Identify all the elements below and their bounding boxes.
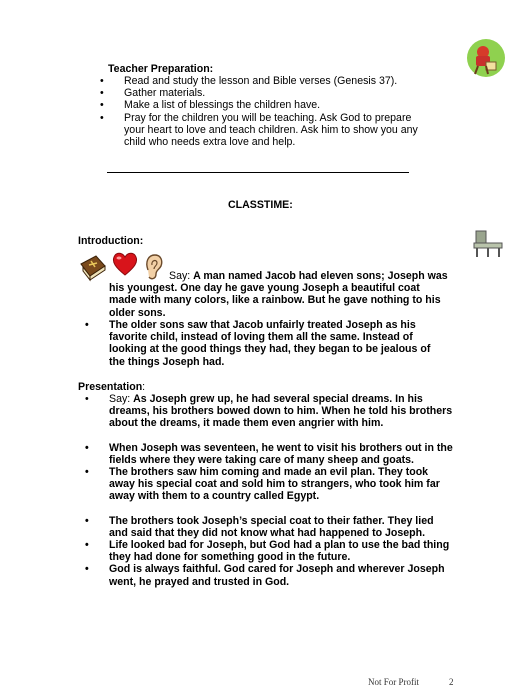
intro-list (85, 319, 449, 368)
classtime-heading: CLASSTIME: (228, 199, 293, 211)
presentation-list (85, 393, 454, 588)
classroom-desk-icon (472, 225, 506, 259)
intro-heading: Introduction: (78, 235, 144, 247)
bible-icon (78, 252, 108, 282)
list-item: • Say: As Joseph grew up, he had several special dreams. In his dreams, his brothers bowed down to him. When he told his brothers about the dreams, it made them even angrier with him. (85, 393, 453, 430)
list-item: • When Joseph was seventeen, he went to visit his brothers out in the fields where they were taking care of many sheep and goats. (85, 441, 453, 466)
list-item: • The brothers took Joseph’s special coat to their father. They lied and said that they did not know what had happened to Joseph. (85, 514, 434, 539)
page-number: 2 (449, 677, 454, 687)
list-item: • The brothers saw him coming and made an evil plan. They took away his special coat and sold him to strangers, who took him far away with them to a country called Egypt. (85, 466, 440, 503)
list-item: • Gather materials. (100, 87, 206, 100)
presentation-heading: Presentation: (78, 381, 146, 393)
list-item: • Life looked bad for Joseph, but God had a plan to use the bad thing they had done for something good in the future. (85, 539, 450, 564)
list-item: • Read and study the lesson and Bible verses (Genesis 37). (100, 75, 398, 87)
intro-say (109, 270, 449, 319)
footer-text: Not For Profit (368, 677, 420, 687)
divider (107, 172, 409, 173)
list-item: • God is always faithful. God cared for Joseph and wherever Joseph went, he prayed and trusted in God. (85, 563, 445, 588)
teacher-clipart-icon (466, 38, 506, 78)
list-item: • Make a list of blessings the children have. (100, 99, 321, 112)
prep-heading: Teacher Preparation: (108, 63, 214, 75)
say-label: Say: (169, 270, 191, 282)
list-item: • The older sons saw that Jacob unfairly treated Joseph as his favorite child, instead of loving them all the same. Instead of looking at the good things they had, they began to be jealous of the things Joseph had. (85, 319, 431, 368)
list-item: • Pray for the children you will be teaching. Ask God to prepare your heart to love and teach children. Ask him to show you any child who needs extra love and help. (100, 111, 418, 149)
prep-list (100, 75, 424, 149)
intro-say-text: A man named Jacob had eleven sons; Joseph was his youngest. One day he gave young Joseph a beautiful coat made with many colors, like a rainbow. But he gave nothing to his older sons. (109, 270, 448, 319)
